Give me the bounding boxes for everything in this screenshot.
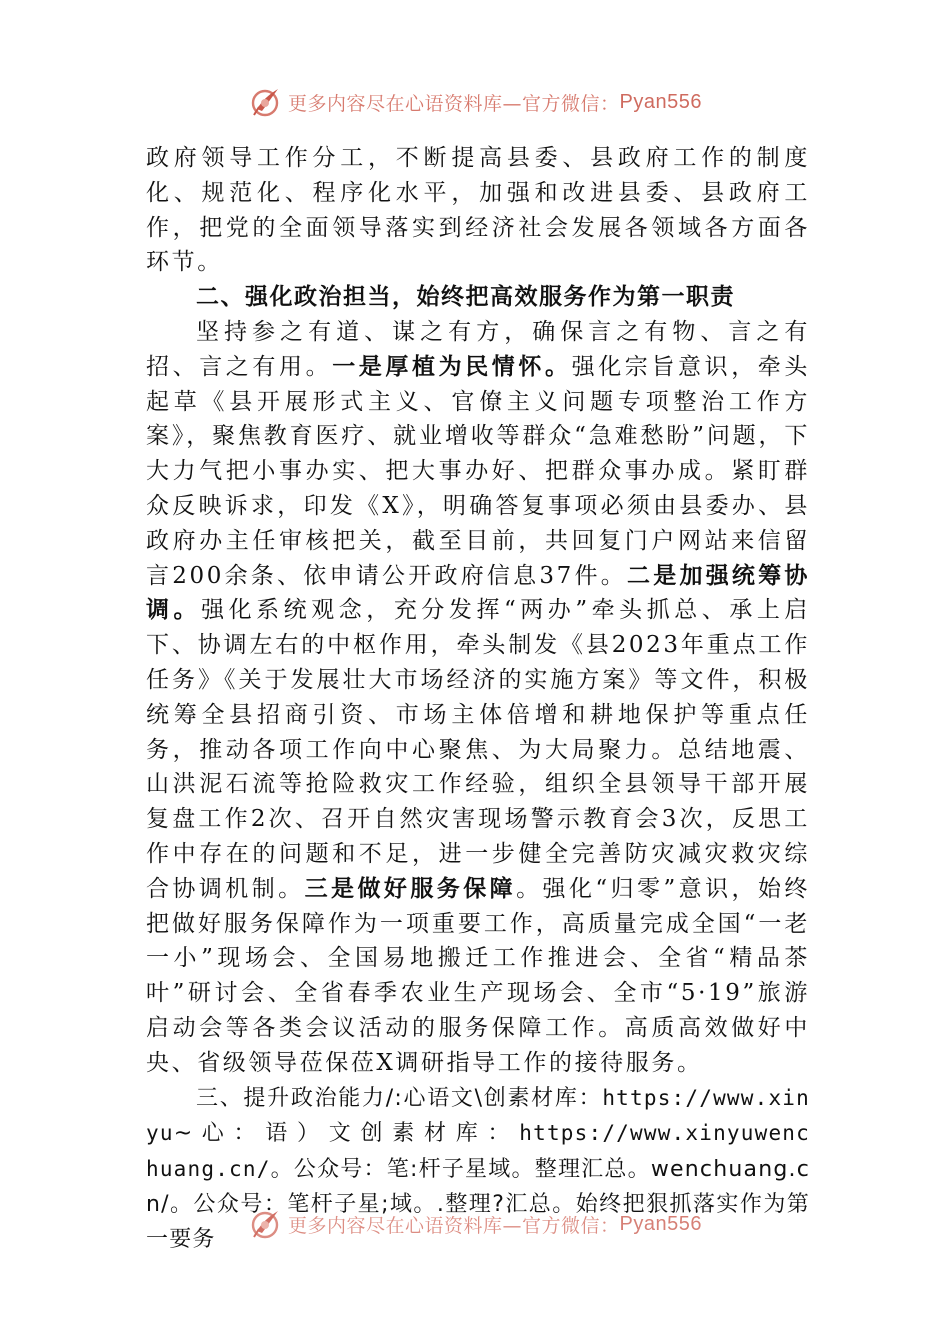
point-3-title: 三是做好服务保障 [304,875,517,902]
watermark-wechat-id: Pyan556 [619,90,702,113]
quill-seal-icon [248,85,282,119]
url-link-1[interactable]: https://www.xinyu [146,1085,810,1146]
quill-seal-icon [248,1207,282,1240]
watermark-text: 更多内容尽在心语资料库—官方微信： [288,92,620,115]
heading-3-middle: ~ 心 ： 语 ） 文 创 素 材 库 ： [173,1121,511,1147]
heading-3-suffix: 。公众号：笔杆子星;域。.整理?汇总。始终把狠抓落实作为第一要务 [146,1191,810,1252]
section-heading-2: 二、强化政治担当，始终把高效服务作为第一职责 [196,284,735,311]
heading-3-prefix: 三、提升政治能力/:心语文\创素材库： [196,1085,603,1111]
point-2-text: 强化系统观念，充分发挥“两办”牵头抓总、承上启下、协调左右的中枢作用，牵头制发《县2023年重点工作任务》《关于发展壮大市场经济的实施方案》等文件，积极统筹全县招商引资、市场主体倍增和耕地保护等重点任务，推动各项工作向中心聚焦、为大局聚力。总结地震、山洪泥石流等抢险救灾工作经验，组织全县领导干部开展复盘工作2次、召开自然灾害现场警示教育会3次，反思工作中存在的问题和不足，进一步健全完善防灾减灾救灾综合协调机制。 [146,597,810,902]
paragraph-section-2 [146,315,810,1081]
paragraph-continuation: 政府领导工作分工，不断提高县委、县政府工作的制度化、规范化、程序化水平，加强和改进县委、县政府工作，把党的全面领导落实到经济社会发展各领域各方面各环节。 [146,145,810,276]
watermark-footer-inner [248,1207,702,1240]
heading-3-account: 。公众号：笔:杆子星域。整理汇总。 [270,1157,651,1183]
watermark-wechat-id: Pyan556 [619,1212,702,1235]
point-3-text: 。强化“归零”意识，始终把做好服务保障作为一项重要工作，高质量完成全国“一老一小”现场会、全国易地搬迁工作推进会、全省“精品茶叶”研讨会、全省春季农业生产现场会、全市“5·19”旅游启动会等各类会议活动的服务保障工作。高质高效做好中央、省级领导莅保莅X调研指导工作的接待服务。 [146,875,810,1076]
paragraph-intro: 坚持参之有道、谋之有方，确保言之有物、言之有招、言之有用。 [146,318,810,380]
point-1-text: 强化宗旨意识，牵头起草《县开展形式主义、官僚主义问题专项整治工作方案》，聚焦教育医疗、就业增收等群众“急难愁盼”问题，下大力气把小事办实、把大事办好、把群众事办成。紧盯群众反映诉求，印发《X》，明确答复事项必须由县委办、县政府办主任审核把关，截至目前，共回复门户网站来信留言200余条、依申请公开政府信息37件。 [146,353,811,589]
watermark-header [0,82,950,122]
watermark-footer [0,1200,950,1240]
url-fragment: wenchuang.cn/ [146,1157,810,1217]
point-1-title: 一是厚植为民情怀。 [332,353,572,380]
url-link-2[interactable]: https://www.xinyuwenchuang.cn/ [146,1121,810,1182]
point-2-title: 二是加强统筹协调。 [146,562,810,624]
document-body [146,141,810,1258]
watermark-text: 更多内容尽在心语资料库—官方微信： [288,1214,620,1237]
